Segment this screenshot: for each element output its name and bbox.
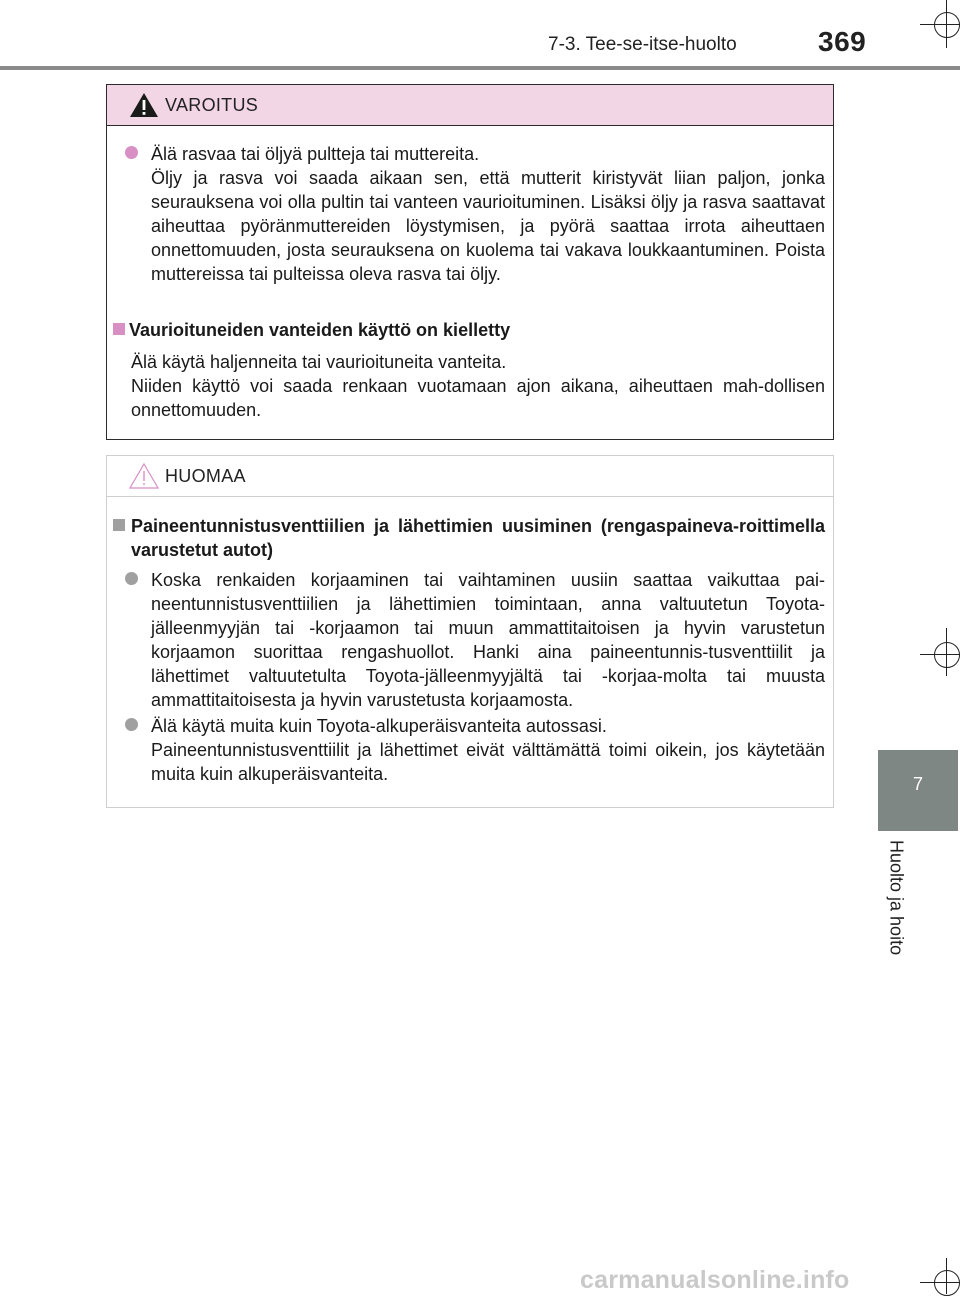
warning-section-line-2: Niiden käyttö voi saada renkaan vuotamaan ajon aikana, aiheuttaen mah-dollisen onnettomuuden. bbox=[131, 376, 825, 420]
notice-bullet-2-line-1: Älä käytä muita kuin Toyota-alkuperäisvanteita autossasi. bbox=[151, 716, 607, 736]
warning-label: VAROITUS bbox=[165, 95, 259, 115]
section-square-icon bbox=[113, 519, 125, 531]
chapter-number: 7 bbox=[912, 774, 923, 794]
notice-section-title: Paineentunnistusventtiilien ja lähettimien uusiminen (rengaspaineva-roittimella varustetut autot) bbox=[131, 516, 825, 560]
warning-box bbox=[106, 84, 834, 440]
header-rule bbox=[0, 66, 960, 70]
notice-box bbox=[106, 455, 834, 808]
warning-bullet-1 bbox=[125, 142, 825, 286]
page-number: 369 bbox=[818, 26, 867, 57]
chapter-title bbox=[878, 840, 914, 970]
notice-bullet-1 bbox=[125, 568, 825, 712]
notice-section bbox=[113, 514, 825, 562]
section-square-icon bbox=[113, 323, 125, 335]
warning-header bbox=[107, 85, 833, 126]
warning-section bbox=[113, 318, 825, 422]
bullet-dot-icon bbox=[125, 146, 138, 159]
warning-bullet-1-line-2: Öljy ja rasva voi saada aikaan sen, että mutterit kiristyvät liian paljon, jonka seurauksena voi olla pultin tai vanteen vaurioituminen. Lisäksi öljy ja rasva saattavat aiheuttaa pyöränmuttereiden löystymisen, ja pyörä saattaa irrota aiheuttaen onnettomuuden, josta seurauksena on kuolema tai vakava loukkaantuminen. Poista muttereissa tai pulteissa oleva rasva tai öljy. bbox=[151, 168, 825, 284]
watermark: carmanualsonline.info bbox=[580, 1266, 850, 1294]
warning-section-line-1: Älä käytä haljenneita tai vaurioituneita vanteita. bbox=[131, 352, 507, 372]
warning-section-title: Vaurioituneiden vanteiden käyttö on kielletty bbox=[129, 320, 511, 340]
warning-bullet-1-line-1: Älä rasvaa tai öljyä pultteja tai muttereita. bbox=[151, 144, 480, 164]
notice-bullet-2 bbox=[125, 714, 825, 786]
notice-icon bbox=[129, 462, 159, 490]
notice-bullet-1-text: Koska renkaiden korjaaminen tai vaihtaminen uusiin saattaa vaikuttaa pai-neentunnistusventtiilien ja lähettimien toimintaan, anna valtuutetun Toyota-jälleenmyyjän tai -korjaamon tai muun ammattitaitoisen ja hyvin varustetun korjaamon suorittaa rengashuollot. Hanki aina paineentunnis-tusventtiilit ja lähettimet valtuutetulta Toyota-jälleenmyyjältä tai -korjaa-molta tai muusta ammattitaitoisesta ja hyvin varustetusta korjaamosta. bbox=[151, 570, 825, 710]
warning-icon bbox=[129, 91, 159, 119]
bullet-dot-icon bbox=[125, 718, 138, 731]
notice-bullet-2-line-2: Paineentunnistusventtiilit ja lähettimet eivät välttämättä toimi oikein, jos käytetään muita kuin alkuperäisvanteita. bbox=[151, 740, 825, 784]
notice-header bbox=[107, 456, 833, 497]
section-title: 7-3. Tee-se-itse-huolto bbox=[548, 34, 737, 55]
notice-label: HUOMAA bbox=[165, 466, 246, 486]
chapter-tab bbox=[878, 750, 958, 831]
chapter-title-text: Huolto ja hoito bbox=[886, 840, 907, 956]
bullet-dot-icon bbox=[125, 572, 138, 585]
